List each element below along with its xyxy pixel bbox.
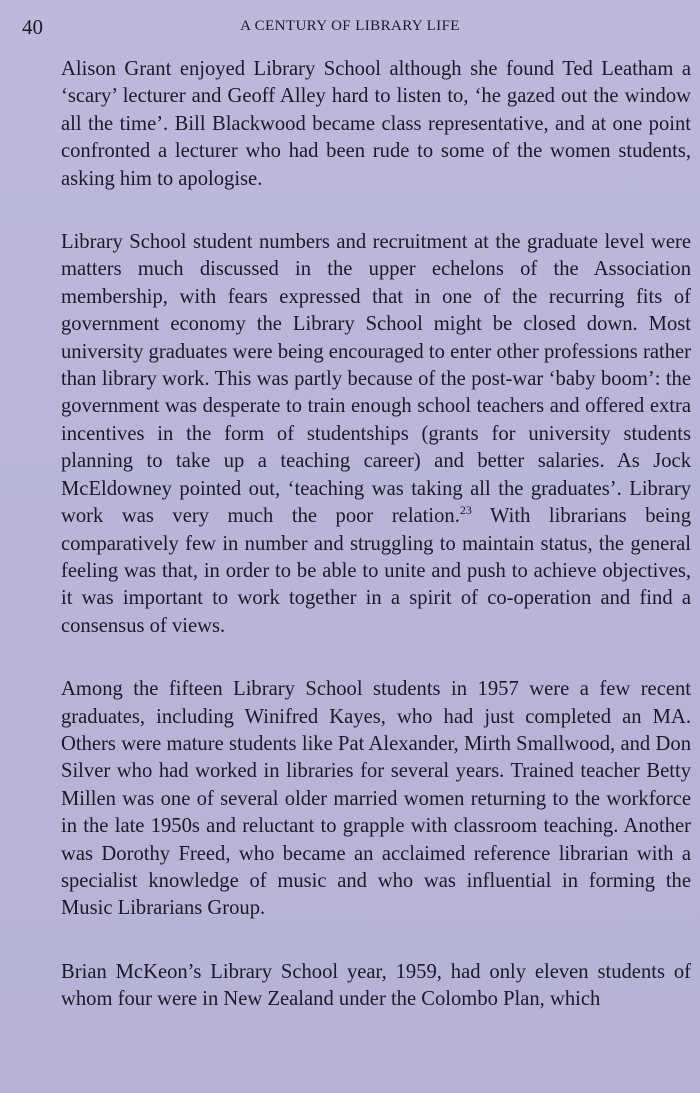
paragraph-2-text-continued: With librarians being comparatively few in number and struggling to maintain status, the general feeling was that, in order to be able to unite and push to achieve objectives, it was important to work together in a spirit of co-operation and find a consensus of views.: [61, 505, 691, 637]
footnote-marker: 23: [459, 503, 472, 518]
running-title: A CENTURY OF LIBRARY LIFE: [240, 18, 460, 34]
body-text: [61, 56, 691, 1014]
page-header: [0, 12, 700, 40]
paragraph-3: Among the fifteen Library School students in 1957 were a few recent graduates, including Winifred Kayes, who had just completed an MA. Others were mature students like Pat Alexander, Mirth Smallwood, and Don Silver who had worked in libraries for several years. Trained teacher Betty Millen was one of several older married women returning to the workforce in the late 1950s and reluctant to grapple with classroom teaching. Another was Dorothy Freed, who became an acclaimed reference librarian with a specialist knowledge of music and who was influential in forming the Music Librarians Group.: [61, 678, 691, 920]
paragraph-1: Alison Grant enjoyed Library School although she found Ted Leatham a ‘scary’ lecturer and Geoff Alley hard to listen to, ‘he gazed out the window all the time’. Bill Blackwood became class representative, and at one point confronted a lecturer who had been rude to some of the women students, asking him to apologise.: [61, 58, 691, 190]
paragraph-2-text: Library School student numbers and recruitment at the graduate level were matters much discussed in the upper echelons of the Association membership, with fears expressed that in one of the recurring fits of government economy the Library School might be closed down. Most university graduates were being encouraged to enter other professions rather than library work. This was partly because of the post-war ‘baby boom’: the government was desperate to train enough school teachers and offered extra incentives in the form of studentships (grants for university students planning to take up a teaching career) and better salaries. As Jock McEldowney pointed out, ‘teaching was taking all the graduates’. Library work was very much the poor relation.: [61, 231, 691, 528]
paragraph-4: Brian McKeon’s Library School year, 1959, had only eleven students of whom four were in New Zealand under the Colombo Plan, which: [61, 960, 691, 1011]
paragraph-2: [61, 229, 691, 640]
page-number: 40: [22, 15, 43, 39]
